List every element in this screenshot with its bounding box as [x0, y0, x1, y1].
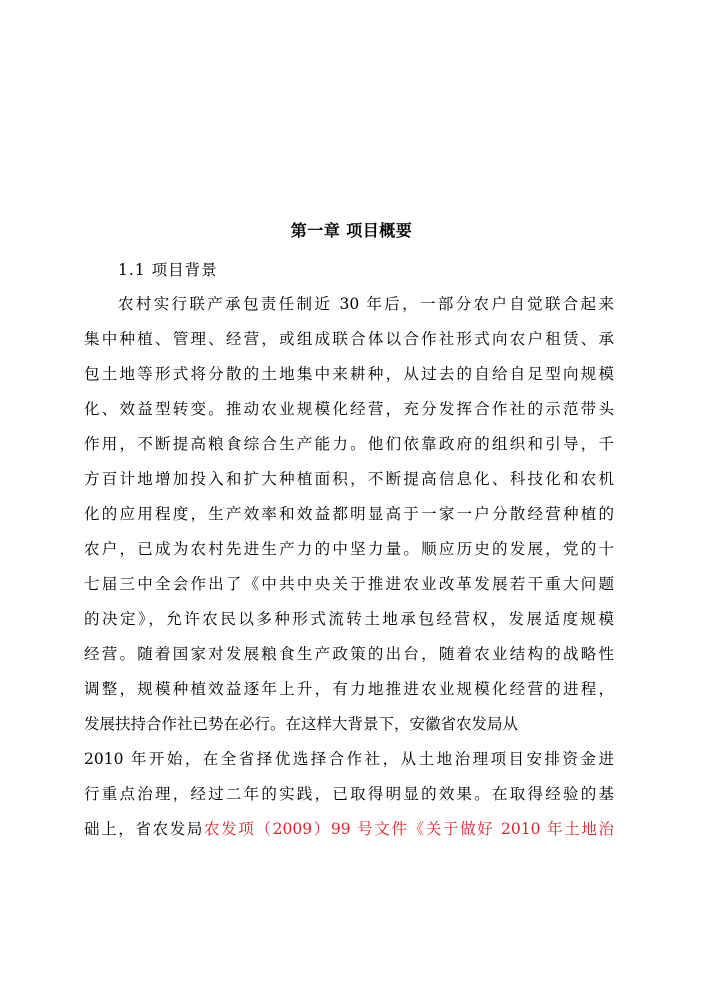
chapter-title: 第一章 项目概要 — [290, 221, 413, 240]
paragraph-line: 集中种植、管理、经营，或组成联合体以合作社形式向农户租赁、承 — [84, 330, 614, 348]
paragraph-line: 方百计地增加投入和扩大种植面积，不断提高信息化、科技化和农机 — [84, 470, 614, 488]
paragraph-line: 调整，规模种植效益逐年上升，有力地推进农业规模化经营的进程， — [84, 680, 614, 698]
paragraph-line: 七届三中全会作出了《中共中央关于推进农业改革发展若干重大问题 — [84, 575, 614, 593]
paragraph-line: 的决定》，允许农民以多种形式流转土地承包经营权，发展适度规模 — [84, 610, 614, 628]
paragraph-line: 发展扶持合作社已势在必行。在这样大背景下，安徽省农发局从 — [84, 715, 519, 733]
paragraph-line: 行重点治理，经过二年的实践，已取得明显的效果。在取得经验的基 — [84, 785, 614, 803]
paragraph-line: 农户，已成为农村先进生产力的中坚力量。顺应历史的发展，党的十 — [84, 540, 614, 558]
last-line-text: 础上，省农发局 — [84, 820, 205, 838]
paragraph-line: 作用，不断提高粮食综合生产能力。他们依靠政府的组织和引导，千 — [84, 435, 614, 453]
paragraph-line: 化的应用程度，生产效率和效益都明显高于一家一户分散经营种植的 — [84, 505, 614, 523]
paragraph-line: 2010 年开始，在全省择优选择合作社，从土地治理项目安排资金进 — [84, 750, 614, 768]
highlighted-reference: 农发项（2009）99 号文件《关于做好 2010 年土地治 — [204, 820, 614, 838]
paragraph-line: 包土地等形式将分散的土地集中来耕种，从过去的自给自足型向规模 — [84, 365, 614, 383]
paragraph-line: 化、效益型转变。推动农业规模化经营，充分发挥合作社的示范带头 — [84, 400, 614, 418]
paragraph-line: 农村实行联产承包责任制近 30 年后，一部分农户自觉联合起来 — [118, 295, 614, 313]
paragraph-last-line — [84, 819, 614, 839]
section-heading: 1.1 项目背景 — [118, 261, 218, 279]
paragraph-line: 经营。随着国家对发展粮食生产政策的出台，随着农业结构的战略性 — [84, 645, 614, 663]
